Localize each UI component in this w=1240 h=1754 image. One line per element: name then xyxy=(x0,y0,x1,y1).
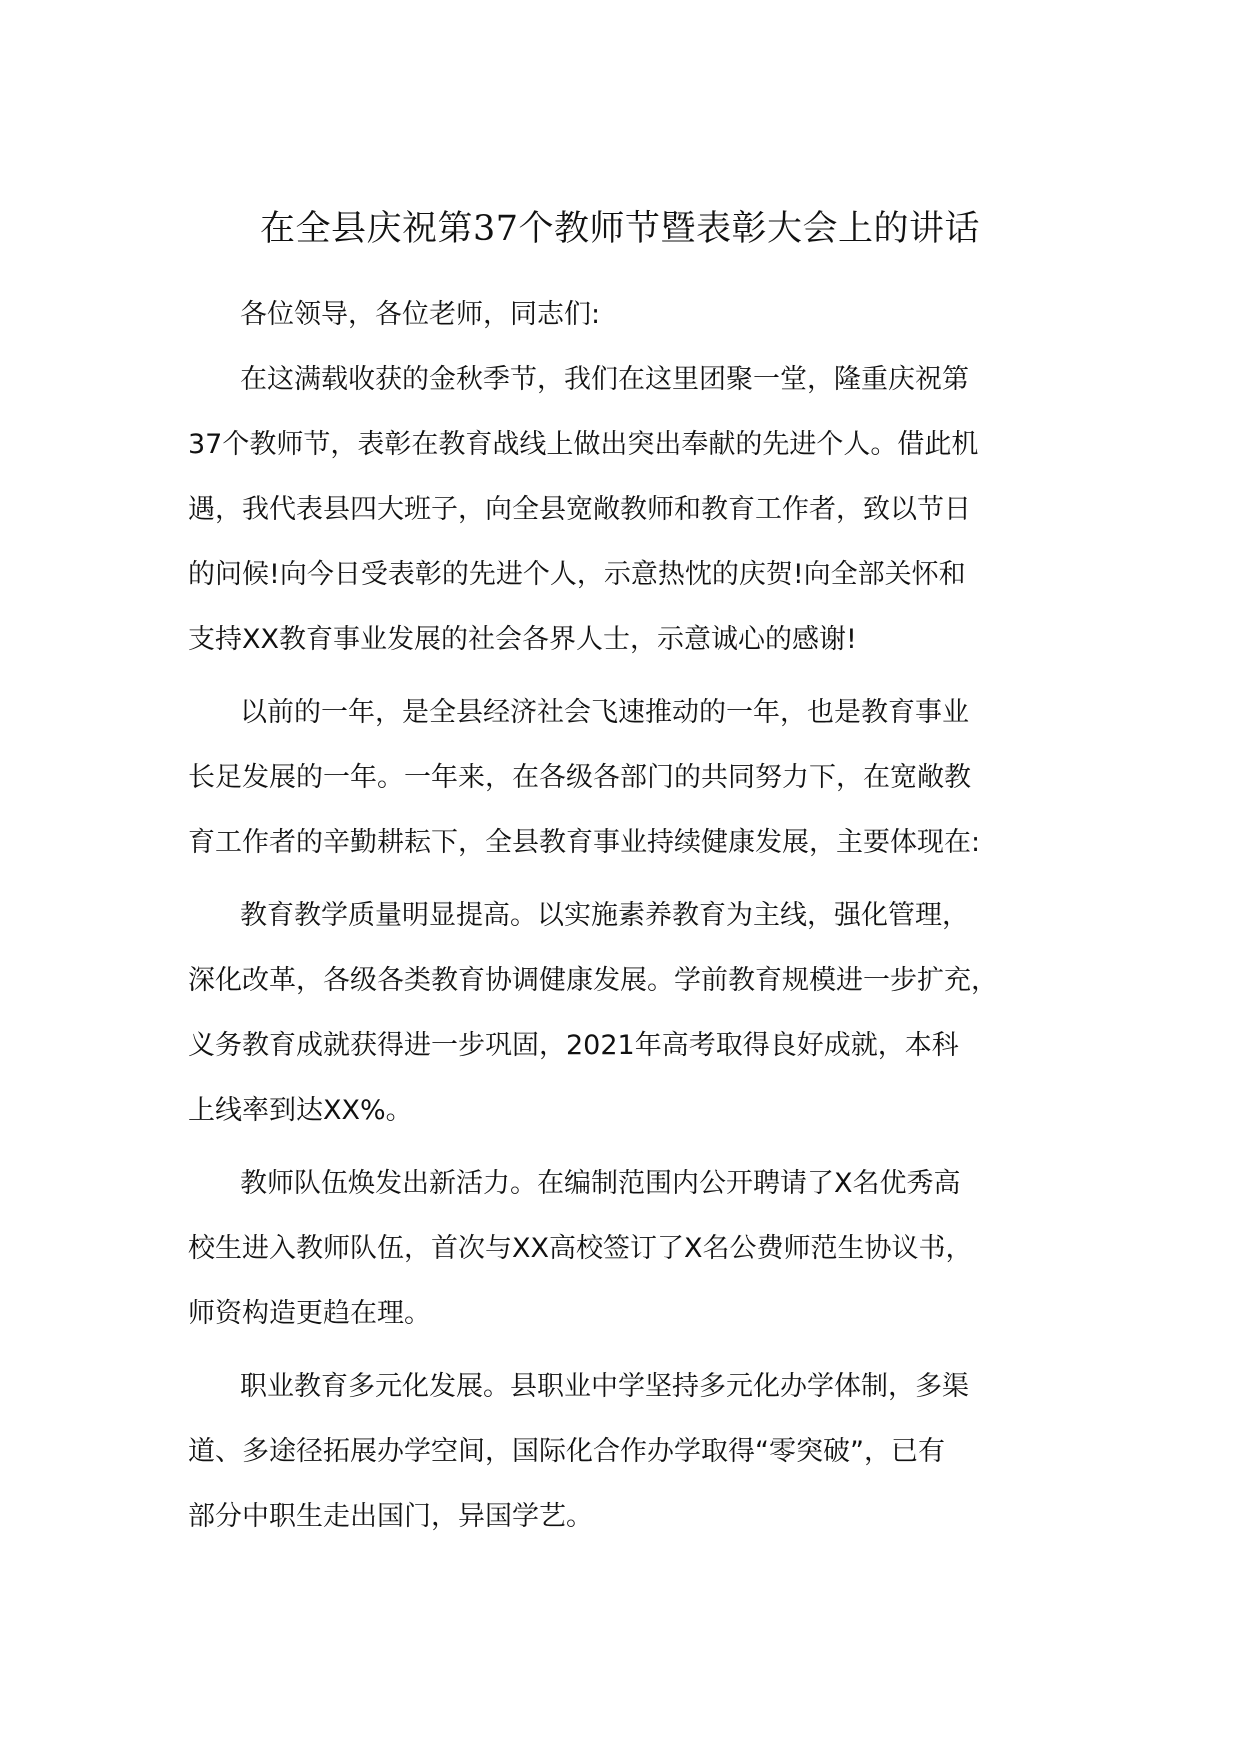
paragraph-line: 上线率到达XX%。 xyxy=(188,1095,413,1126)
paragraph xyxy=(188,680,1060,875)
paragraph-line: 37个教师节，表彰在教育战线上做出突出奉献的先进个人。借此机 xyxy=(188,429,979,460)
document-body xyxy=(188,282,1060,1557)
paragraph xyxy=(188,347,1060,672)
paragraph-line: 支持XX教育事业发展的社会各界人士，示意诚心的感谢! xyxy=(188,624,857,655)
paragraph-line: 教育教学质量明显提高。以实施素养教育为主线，强化管理， xyxy=(240,900,969,931)
paragraph-list xyxy=(188,347,1060,1549)
paragraph-line: 道、多途径拓展办学空间，国际化合作办学取得“零突破”，已有 xyxy=(188,1436,945,1467)
document-title: 在全县庆祝第37个教师节暨表彰大会上的讲话 xyxy=(259,209,981,249)
paragraph xyxy=(188,883,1060,1143)
paragraph-line: 深化改革，各级各类教育协调健康发展。学前教育规模进一步扩充， xyxy=(188,965,998,996)
greeting: 各位领导，各位老师，同志们: xyxy=(240,299,601,330)
paragraph xyxy=(188,1354,1060,1549)
paragraph-line: 的问候!向今日受表彰的先进个人，示意热忱的庆贺!向全部关怀和 xyxy=(188,559,966,590)
paragraph-line: 长足发展的一年。一年来，在各级各部门的共同努力下，在宽敞教 xyxy=(188,762,971,793)
paragraph-line: 师资构造更趋在理。 xyxy=(188,1298,431,1329)
paragraph-line: 以前的一年，是全县经济社会飞速推动的一年，也是教育事业 xyxy=(240,697,969,728)
paragraph-line: 义务教育成就获得进一步巩固，2021年高考取得良好成就，本科 xyxy=(188,1030,959,1061)
paragraph-line: 职业教育多元化发展。县职业中学坚持多元化办学体制，多渠 xyxy=(240,1371,969,1402)
paragraph-line: 部分中职生走出国门，异国学艺。 xyxy=(188,1501,593,1532)
paragraph-line: 校生进入教师队伍，首次与XX高校签订了X名公费师范生协议书， xyxy=(188,1233,973,1264)
paragraph-line: 在这满载收获的金秋季节，我们在这里团聚一堂，隆重庆祝第 xyxy=(240,364,969,395)
paragraph-line: 遇，我代表县四大班子，向全县宽敞教师和教育工作者，致以节日 xyxy=(188,494,971,525)
paragraph xyxy=(188,1151,1060,1346)
paragraph-line: 育工作者的辛勤耕耘下，全县教育事业持续健康发展，主要体现在: xyxy=(188,827,981,858)
paragraph-line: 教师队伍焕发出新活力。在编制范围内公开聘请了X名优秀高 xyxy=(240,1168,961,1199)
